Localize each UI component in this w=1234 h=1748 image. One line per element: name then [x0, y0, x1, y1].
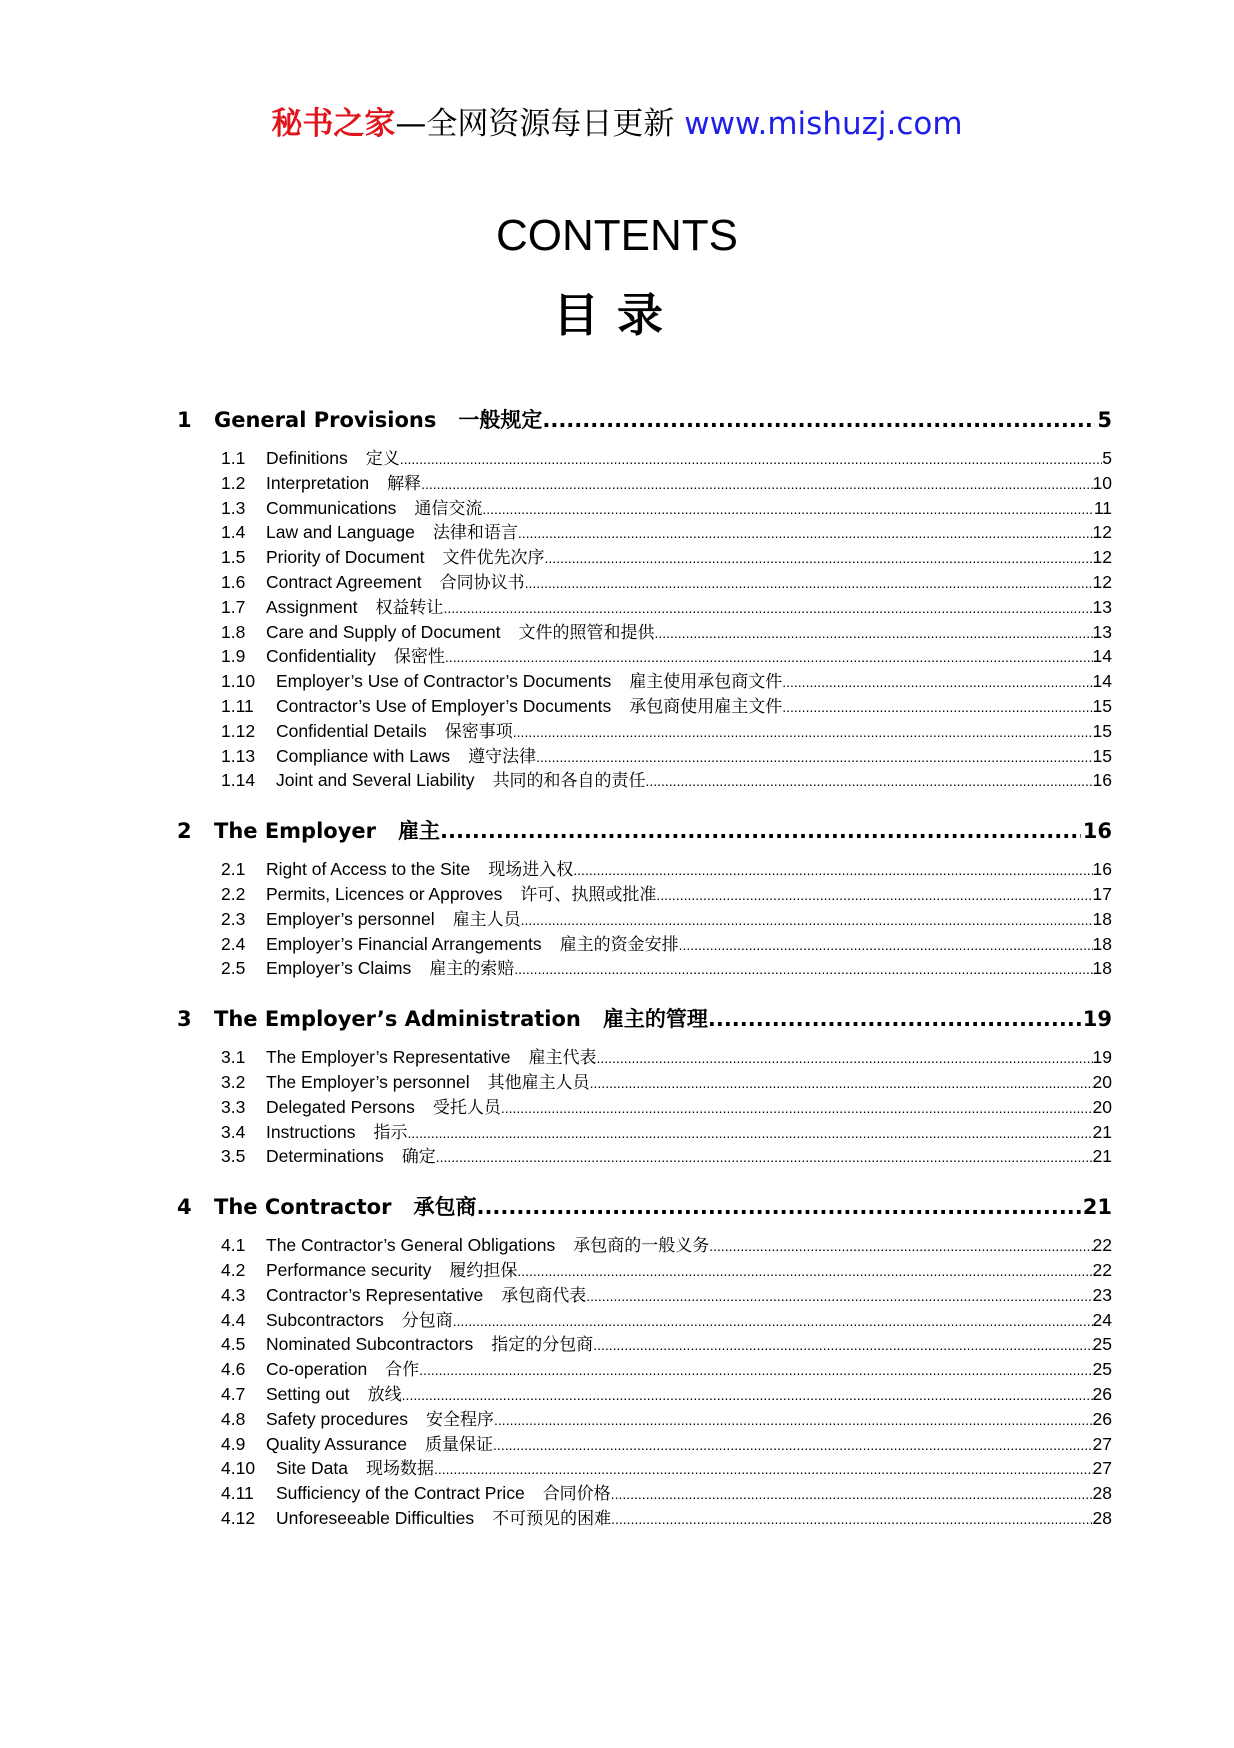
entry-page-number: 22	[1092, 1259, 1112, 1280]
entry-page-number: 25	[1092, 1334, 1112, 1355]
entry-page-number: 25	[1092, 1359, 1112, 1380]
entry-number: 1.7	[221, 596, 246, 617]
entry-title-zh: 其他雇主人员	[487, 1072, 590, 1093]
dot-leader	[709, 1234, 1092, 1259]
toc-entry[interactable]	[221, 744, 1112, 769]
entry-title-zh: 指示	[373, 1122, 408, 1143]
section-title-zh: 承包商	[413, 1195, 477, 1220]
entry-title-zh: 合同协议书	[439, 572, 525, 593]
section-number: 1	[177, 408, 192, 432]
entry-page-number: 28	[1092, 1507, 1112, 1528]
entry-title-zh: 雇主代表	[528, 1048, 597, 1069]
entry-title-en: Nominated Subcontractors	[266, 1334, 474, 1355]
entry-title-zh: 安全程序	[426, 1409, 495, 1430]
entry-title-en: The Employer’s Representative	[266, 1047, 511, 1068]
toc-entry[interactable]	[221, 446, 1112, 471]
entry-title-zh: 法律和语言	[432, 523, 518, 544]
entry-number: 4.12	[221, 1507, 256, 1528]
dot-leader	[443, 596, 1092, 621]
section-number: 3	[177, 1007, 192, 1032]
dot-leader	[645, 769, 1092, 794]
entry-title-en: Confidential Details	[276, 720, 427, 741]
entry-page-number: 12	[1092, 547, 1112, 568]
entry-number: 1.9	[221, 646, 246, 667]
dot-leader	[679, 933, 1093, 958]
entry-title-zh: 承包商的一般义务	[573, 1236, 710, 1257]
entry-title-zh: 遵守法律	[468, 746, 537, 767]
section-page-number: 16	[1082, 819, 1112, 844]
toc-entry[interactable]	[221, 882, 1112, 907]
entry-title-zh: 合作	[385, 1360, 420, 1381]
entry-number: 3.3	[221, 1096, 246, 1117]
entry-page-number: 16	[1092, 770, 1112, 791]
entry-title-en: Delegated Persons	[266, 1096, 415, 1117]
entry-number: 4.3	[221, 1284, 246, 1305]
toc-entry[interactable]	[221, 1332, 1112, 1357]
section-page-number: 19	[1082, 1007, 1112, 1032]
entry-title-en: Right of Access to the Site	[266, 859, 471, 880]
toc-entry[interactable]	[221, 1357, 1112, 1382]
section-page-number: 5	[1097, 408, 1112, 432]
entry-page-number: 20	[1092, 1071, 1112, 1092]
toc-entry[interactable]	[221, 1070, 1112, 1095]
entry-title-zh: 承包商代表	[501, 1285, 587, 1306]
dot-leader	[517, 1259, 1092, 1284]
entry-page-number: 12	[1092, 522, 1112, 543]
entry-title-en: Communications	[266, 497, 397, 518]
toc-entry[interactable]	[221, 1407, 1112, 1432]
entry-number: 4.5	[221, 1334, 246, 1355]
dot-leader	[596, 1046, 1092, 1071]
site-banner	[0, 104, 1234, 144]
toc-entry[interactable]	[221, 1283, 1112, 1308]
toc-entry[interactable]	[221, 719, 1112, 744]
dot-leader	[493, 1433, 1092, 1458]
dot-leader	[434, 1457, 1093, 1482]
entry-number: 4.9	[221, 1433, 246, 1454]
entry-page-number: 15	[1092, 720, 1112, 741]
dot-leader	[708, 1004, 1081, 1034]
section-number: 2	[177, 819, 192, 844]
entry-title-en: Assignment	[266, 596, 358, 617]
toc-entry[interactable]	[221, 471, 1112, 496]
toc-section-heading[interactable]	[177, 405, 1112, 435]
entry-title-en: Interpretation	[266, 472, 370, 493]
dot-leader	[542, 405, 1095, 435]
dot-leader	[476, 1192, 1080, 1222]
toc-entry[interactable]	[221, 1308, 1112, 1333]
entry-page-number: 5	[1102, 448, 1112, 468]
section-title-zh: 雇主的管理	[602, 1007, 708, 1032]
entry-number: 3.1	[221, 1047, 246, 1068]
entry-title-zh: 不可预见的困难	[492, 1508, 612, 1529]
toc-entry[interactable]	[221, 669, 1112, 694]
entry-page-number: 13	[1092, 596, 1112, 617]
dot-leader	[501, 1096, 1093, 1121]
section-title-en: The Contractor	[214, 1195, 392, 1220]
entry-title-zh: 雇主的索赔	[429, 959, 515, 980]
entry-number: 1.8	[221, 621, 246, 642]
dot-leader	[440, 816, 1081, 846]
dot-leader	[586, 1284, 1092, 1309]
toc-section	[177, 1004, 1112, 1169]
entry-title-en: Subcontractors	[266, 1309, 384, 1330]
entry-title-en: Contractor’s Use of Employer’s Documents	[276, 695, 612, 716]
toc-entry[interactable]	[221, 1432, 1112, 1457]
section-title	[214, 1004, 708, 1034]
section-title	[214, 405, 542, 435]
entry-title-zh: 现场数据	[365, 1459, 434, 1480]
dot-leader	[536, 745, 1092, 770]
entry-page-number: 18	[1092, 933, 1112, 954]
entry-title-zh: 承包商使用雇主文件	[629, 696, 783, 717]
entry-number: 1.2	[221, 472, 246, 493]
toc-entry[interactable]	[221, 496, 1112, 521]
entry-page-number: 15	[1092, 695, 1112, 716]
toc-entry[interactable]	[221, 768, 1112, 793]
entry-title-zh: 雇主的资金安排	[559, 934, 679, 955]
toc-entry[interactable]	[221, 1095, 1112, 1120]
entry-number: 1.3	[221, 497, 246, 518]
entry-number: 4.1	[221, 1235, 246, 1256]
entry-number: 2.4	[221, 933, 246, 954]
toc-entry[interactable]	[221, 620, 1112, 645]
entry-title-en: Co-operation	[266, 1359, 368, 1380]
entry-number: 2.3	[221, 908, 246, 929]
section-title-en: The Employer’s Administration	[214, 1007, 581, 1032]
entry-number: 2.1	[221, 859, 246, 880]
entry-page-number: 15	[1092, 745, 1112, 766]
entry-title-zh: 解释	[387, 473, 422, 494]
dot-leader	[400, 447, 1103, 472]
entry-title-en: Confidentiality	[266, 646, 376, 667]
entry-title-en: Contractor’s Representative	[266, 1284, 484, 1305]
entry-title-zh: 分包商	[401, 1310, 453, 1331]
entry-page-number: 23	[1092, 1284, 1112, 1305]
toc-section	[177, 816, 1112, 981]
entry-page-number: 17	[1092, 883, 1112, 904]
entry-title-en: Site Data	[276, 1458, 348, 1479]
entry-title-en: Determinations	[266, 1146, 384, 1167]
entry-page-number: 14	[1092, 671, 1112, 692]
entry-title-zh: 雇主使用承包商文件	[629, 672, 783, 693]
entry-title-zh: 雇主人员	[452, 909, 521, 930]
entry-page-number: 28	[1092, 1483, 1112, 1504]
toc-section-heading[interactable]	[177, 1004, 1112, 1034]
dot-leader	[518, 521, 1093, 546]
entry-number: 4.11	[221, 1483, 254, 1504]
entry-title-zh: 保密性	[393, 647, 445, 668]
dot-leader	[407, 1121, 1092, 1146]
entry-title-zh: 文件优先次序	[442, 548, 545, 569]
dot-leader	[419, 1358, 1092, 1383]
entry-number: 1.5	[221, 547, 246, 568]
dot-leader	[445, 645, 1093, 670]
dot-leader	[482, 497, 1094, 522]
toc-entry[interactable]	[221, 520, 1112, 545]
entry-page-number: 13	[1092, 621, 1112, 642]
entry-page-number: 10	[1092, 472, 1112, 493]
entry-number: 1.11	[221, 695, 254, 716]
entry-title-zh: 合同价格	[542, 1484, 611, 1505]
entry-number: 4.10	[221, 1458, 256, 1479]
dot-leader	[436, 1145, 1093, 1170]
section-title	[214, 1192, 476, 1222]
entry-title-en: Contract Agreement	[266, 571, 422, 592]
dot-leader	[656, 883, 1092, 908]
entry-number: 1.4	[221, 522, 246, 543]
dot-leader	[521, 908, 1093, 933]
entry-title-en: Safety procedures	[266, 1408, 409, 1429]
toc-entry[interactable]	[221, 1481, 1112, 1506]
toc-section-heading[interactable]	[177, 816, 1112, 846]
entry-page-number: 14	[1092, 646, 1112, 667]
entry-title-en: Permits, Licences or Approves	[266, 883, 503, 904]
entry-title-en: Setting out	[266, 1383, 350, 1404]
section-title-en: General Provisions	[214, 408, 437, 432]
entry-title-zh: 保密事项	[444, 721, 513, 742]
entry-page-number: 16	[1092, 859, 1112, 880]
entry-page-number: 26	[1092, 1383, 1112, 1404]
toc-entry[interactable]	[221, 1382, 1112, 1407]
dot-leader	[494, 1408, 1093, 1433]
entry-page-number: 11	[1093, 497, 1112, 518]
toc-entry[interactable]	[221, 956, 1112, 981]
dot-leader	[611, 1482, 1093, 1507]
entry-page-number: 26	[1092, 1408, 1112, 1429]
entry-page-number: 21	[1092, 1121, 1112, 1142]
entry-title-zh: 指定的分包商	[491, 1335, 594, 1356]
entry-title-en: Unforeseeable Difficulties	[276, 1507, 475, 1528]
toc-section	[177, 405, 1112, 793]
dot-leader	[402, 1383, 1093, 1408]
entry-title-en: Joint and Several Liability	[276, 770, 475, 791]
toc-entry[interactable]	[221, 1120, 1112, 1145]
toc-entry[interactable]	[221, 1456, 1112, 1481]
entry-title-zh: 现场进入权	[488, 860, 574, 881]
dot-leader	[421, 472, 1092, 497]
toc-entry[interactable]	[221, 1258, 1112, 1283]
section-title-zh: 一般规定	[458, 408, 543, 432]
entry-number: 1.10	[221, 671, 256, 692]
dot-leader	[514, 957, 1092, 982]
dot-leader	[654, 621, 1092, 646]
toc-section-heading[interactable]	[177, 1192, 1112, 1222]
entry-title-en: Employer’s Financial Arrangements	[266, 933, 542, 954]
entry-page-number: 27	[1092, 1458, 1112, 1479]
entry-number: 4.7	[221, 1383, 246, 1404]
toc-section	[177, 1192, 1112, 1531]
dot-leader	[513, 720, 1093, 745]
entry-title-en: Employer’s Use of Contractor’s Documents	[276, 671, 612, 692]
entry-number: 1.1	[221, 448, 246, 468]
entry-title-en: Instructions	[266, 1121, 356, 1142]
entry-number: 3.2	[221, 1071, 246, 1092]
banner-brand: 秘书之家	[271, 106, 396, 142]
entry-title-en: Employer’s Claims	[266, 958, 412, 979]
entry-title-zh: 确定	[401, 1147, 436, 1168]
entry-page-number: 18	[1092, 908, 1112, 929]
entry-number: 2.5	[221, 958, 246, 979]
toc-entry[interactable]	[221, 907, 1112, 932]
dot-leader	[593, 1333, 1092, 1358]
table-of-contents	[177, 405, 1112, 1554]
entry-title-zh: 定义	[365, 449, 400, 469]
toc-entry[interactable]	[221, 1506, 1112, 1531]
dot-leader	[611, 1507, 1092, 1532]
toc-entry[interactable]	[221, 694, 1112, 719]
entry-title-zh: 许可、执照或批准	[520, 884, 657, 905]
toc-entry[interactable]	[221, 1045, 1112, 1070]
entry-number: 4.4	[221, 1309, 246, 1330]
entry-page-number: 20	[1092, 1096, 1112, 1117]
entry-page-number: 18	[1092, 958, 1112, 979]
dot-leader	[590, 1071, 1093, 1096]
entry-title-zh: 共同的和各自的责任	[492, 771, 646, 792]
entry-number: 2.2	[221, 883, 246, 904]
section-title-zh: 雇主	[398, 819, 441, 844]
entry-title-en: The Employer’s personnel	[266, 1071, 470, 1092]
entry-page-number: 12	[1092, 571, 1112, 592]
toc-entry[interactable]	[221, 1144, 1112, 1169]
entry-number: 1.6	[221, 571, 246, 592]
dot-leader	[525, 571, 1093, 596]
entry-number: 4.2	[221, 1259, 246, 1280]
entry-title-zh: 放线	[367, 1384, 402, 1405]
section-number: 4	[177, 1195, 192, 1220]
dot-leader	[453, 1309, 1093, 1334]
toc-entry[interactable]	[221, 857, 1112, 882]
entry-title-zh: 文件的照管和提供	[518, 622, 655, 643]
dot-leader	[782, 695, 1092, 720]
toc-entry[interactable]	[221, 595, 1112, 620]
entry-page-number: 19	[1092, 1047, 1112, 1068]
entry-title-en: Priority of Document	[266, 547, 425, 568]
entry-title-en: Quality Assurance	[266, 1433, 408, 1454]
banner-url-link[interactable]: www.mishuzj.com	[684, 106, 963, 142]
dot-leader	[782, 670, 1092, 695]
entry-number: 4.8	[221, 1408, 246, 1429]
entry-title-zh: 履约担保	[449, 1260, 518, 1281]
toc-entry[interactable]	[221, 570, 1112, 595]
entry-number: 1.13	[221, 745, 256, 766]
entry-number: 1.14	[221, 770, 256, 791]
section-title-en: The Employer	[214, 819, 377, 844]
section-title	[214, 816, 440, 846]
section-page-number: 21	[1082, 1195, 1112, 1220]
toc-entry[interactable]	[221, 1233, 1112, 1258]
page-title-zh: 目录	[553, 288, 681, 342]
entry-title-zh: 权益转让	[375, 597, 444, 618]
entry-page-number: 21	[1092, 1146, 1112, 1167]
entry-title-zh: 质量保证	[425, 1434, 494, 1455]
entry-number: 4.6	[221, 1359, 246, 1380]
entry-title-zh: 通信交流	[414, 498, 483, 519]
toc-entry[interactable]	[221, 545, 1112, 570]
entry-title-zh: 受托人员	[432, 1097, 501, 1118]
entry-title-en: Performance security	[266, 1259, 432, 1280]
dot-leader	[573, 858, 1092, 883]
entry-title-en: Sufficiency of the Contract Price	[276, 1483, 525, 1504]
entry-title-en: Compliance with Laws	[276, 745, 451, 766]
entry-page-number: 27	[1092, 1433, 1112, 1454]
banner-tagline: —全网资源每日更新	[395, 106, 675, 142]
entry-page-number: 24	[1092, 1309, 1112, 1330]
dot-leader	[545, 546, 1093, 571]
entry-number: 3.4	[221, 1121, 246, 1142]
entry-title-en: The Contractor’s General Obligations	[266, 1235, 556, 1256]
entry-number: 1.12	[221, 720, 256, 741]
toc-entry[interactable]	[221, 644, 1112, 669]
entry-title-en: Definitions	[266, 448, 348, 468]
page-title-en: CONTENTS	[496, 211, 738, 260]
toc-entry[interactable]	[221, 932, 1112, 957]
entry-page-number: 22	[1092, 1235, 1112, 1256]
entry-number: 3.5	[221, 1146, 246, 1167]
entry-title-en: Care and Supply of Document	[266, 621, 501, 642]
entry-title-en: Law and Language	[266, 522, 415, 543]
entry-title-en: Employer’s personnel	[266, 908, 435, 929]
